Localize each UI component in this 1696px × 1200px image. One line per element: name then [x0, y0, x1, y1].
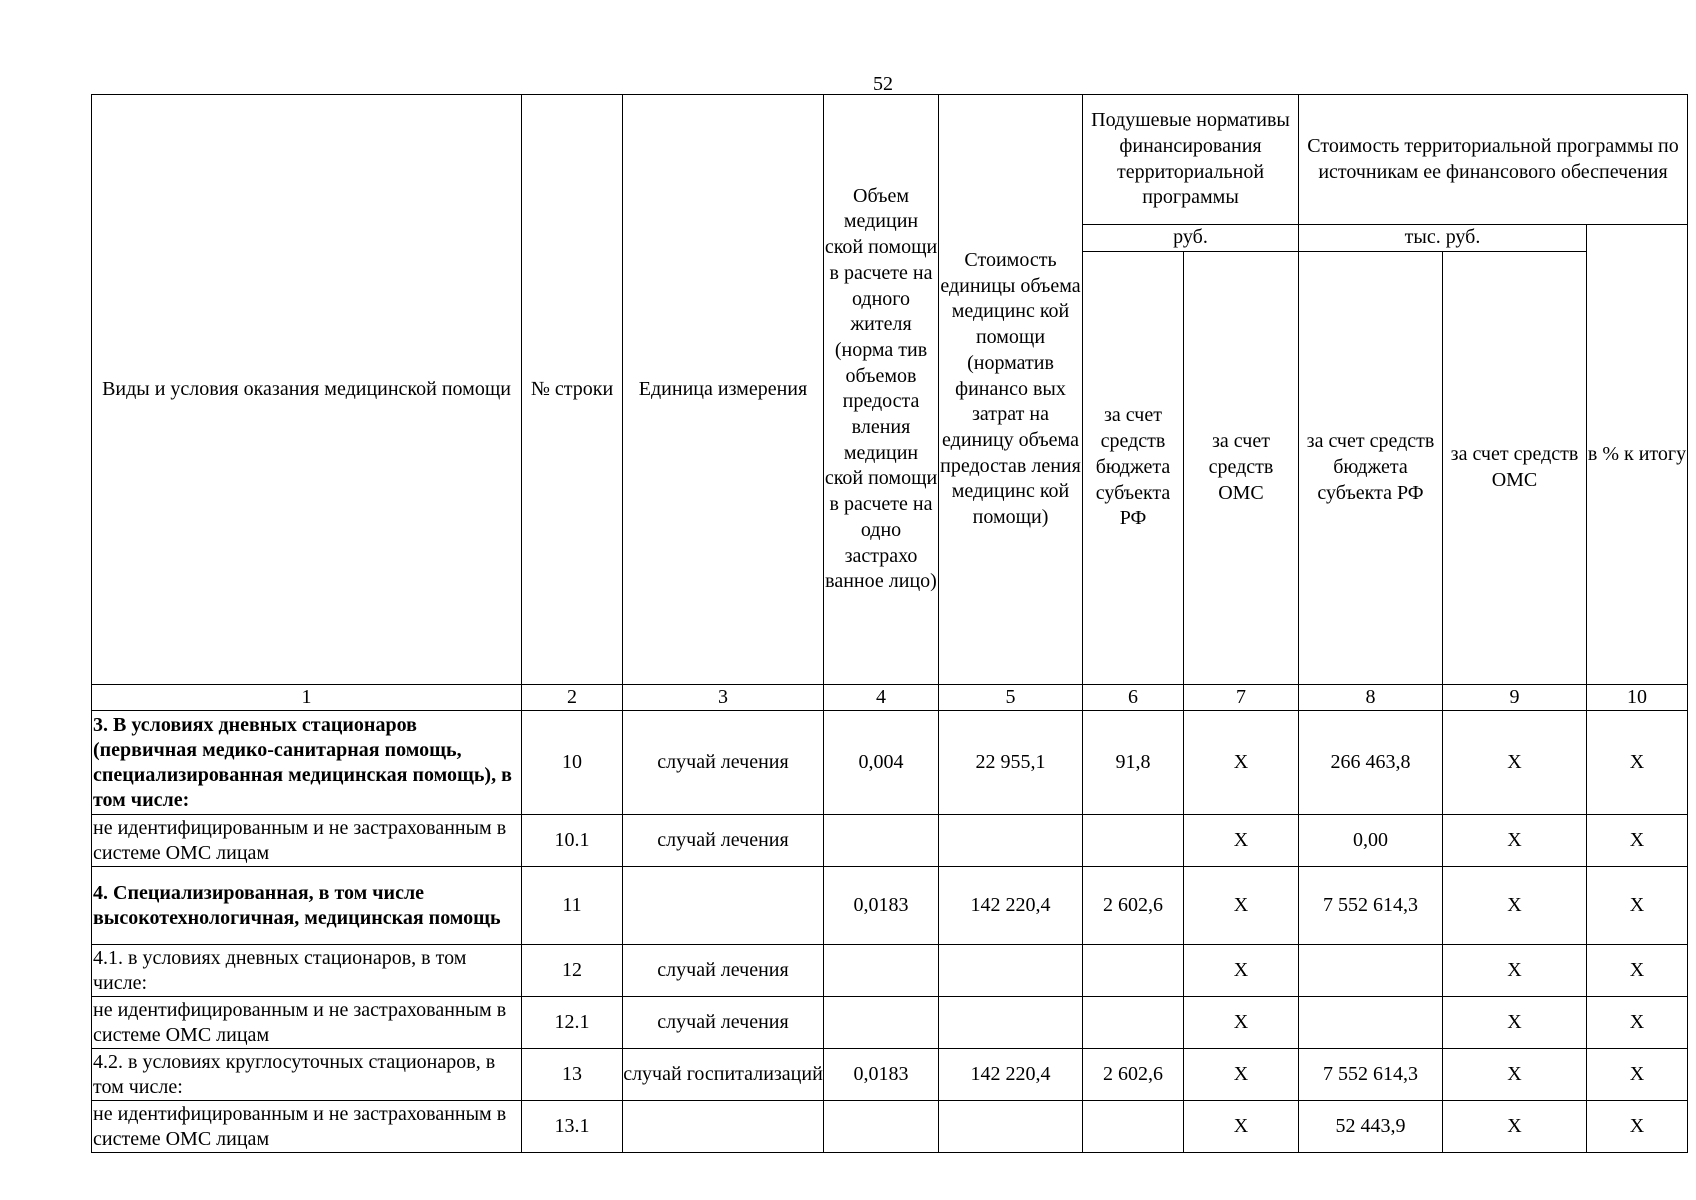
row-unit: случай лечения	[623, 711, 824, 815]
row-cost-budget: 7 552 614,3	[1299, 1049, 1443, 1101]
column-number: 4	[824, 684, 939, 711]
row-unit: случай лечения	[623, 997, 824, 1049]
row-unit: случай лечения	[623, 945, 824, 997]
row-label: 3. В условиях дневных стационаров (первичная медико-санитарная помощь, специализированная медицинская помощь), в том числе:	[92, 711, 522, 815]
column-number: 3	[623, 684, 824, 711]
row-cost-oms: Х	[1443, 867, 1587, 945]
row-unit	[623, 867, 824, 945]
row-percent: Х	[1587, 1101, 1688, 1153]
row-cost-oms: Х	[1443, 997, 1587, 1049]
table-row	[92, 711, 1688, 815]
row-volume: 0,004	[824, 711, 939, 815]
row-pc-budget: 2 602,6	[1083, 867, 1184, 945]
row-pc-oms: Х	[1184, 815, 1299, 867]
row-cost-budget: 7 552 614,3	[1299, 867, 1443, 945]
column-number: 5	[939, 684, 1083, 711]
table-row	[92, 945, 1688, 997]
column-number: 7	[1184, 684, 1299, 711]
row-unit-cost	[939, 1101, 1083, 1153]
header-cost-oms: за счет средств ОМС	[1443, 251, 1587, 684]
header-unit-thousand-rub: тыс. руб.	[1299, 225, 1587, 252]
row-pc-budget	[1083, 815, 1184, 867]
row-pc-oms: Х	[1184, 1049, 1299, 1101]
table-row	[92, 997, 1688, 1049]
row-cost-oms: Х	[1443, 1049, 1587, 1101]
row-pc-oms: Х	[1184, 1101, 1299, 1153]
row-number: 13	[522, 1049, 623, 1101]
row-number: 11	[522, 867, 623, 945]
row-percent: Х	[1587, 867, 1688, 945]
row-cost-oms: Х	[1443, 1101, 1587, 1153]
financing-table	[91, 94, 1688, 1153]
row-unit: случай лечения	[623, 815, 824, 867]
row-number: 10.1	[522, 815, 623, 867]
row-cost-budget: 52 443,9	[1299, 1101, 1443, 1153]
row-percent: Х	[1587, 711, 1688, 815]
row-number: 10	[522, 711, 623, 815]
row-label: 4.1. в условиях дневных стационаров, в том числе:	[92, 945, 522, 997]
column-number: 1	[92, 684, 522, 711]
row-percent: Х	[1587, 815, 1688, 867]
row-unit: случай госпитализаций	[623, 1049, 824, 1101]
column-number: 8	[1299, 684, 1443, 711]
row-cost-budget: 0,00	[1299, 815, 1443, 867]
row-label: 4. Специализированная, в том числе высокотехнологичная, медицинская помощь	[92, 867, 522, 945]
header-cost-budget: за счет средств бюджета субъекта РФ	[1299, 251, 1443, 684]
row-number: 12	[522, 945, 623, 997]
row-pc-budget: 2 602,6	[1083, 1049, 1184, 1101]
row-pc-budget: 91,8	[1083, 711, 1184, 815]
row-volume	[824, 1101, 939, 1153]
row-cost-budget	[1299, 945, 1443, 997]
row-cost-budget: 266 463,8	[1299, 711, 1443, 815]
header-unit: Единица измерения	[623, 95, 824, 685]
row-cost-oms: Х	[1443, 945, 1587, 997]
column-number: 9	[1443, 684, 1587, 711]
row-unit-cost	[939, 945, 1083, 997]
row-volume	[824, 815, 939, 867]
column-number: 2	[522, 684, 623, 711]
row-unit-cost	[939, 815, 1083, 867]
row-pc-oms: Х	[1184, 711, 1299, 815]
row-pc-budget	[1083, 997, 1184, 1049]
row-volume	[824, 997, 939, 1049]
row-volume: 0,0183	[824, 1049, 939, 1101]
row-unit-cost: 142 220,4	[939, 867, 1083, 945]
row-unit-cost: 142 220,4	[939, 1049, 1083, 1101]
table-row	[92, 1049, 1688, 1101]
row-label: не идентифицированным и не застрахованным в системе ОМС лицам	[92, 997, 522, 1049]
header-program-cost-group: Стоимость территориальной программы по источникам ее финансового обеспечения	[1299, 95, 1688, 225]
row-percent: Х	[1587, 1049, 1688, 1101]
header-pc-budget: за счет средств бюджета субъекта РФ	[1083, 251, 1184, 684]
row-pc-oms: Х	[1184, 997, 1299, 1049]
row-cost-oms: Х	[1443, 815, 1587, 867]
row-unit-cost: 22 955,1	[939, 711, 1083, 815]
row-cost-oms: Х	[1443, 711, 1587, 815]
row-pc-oms: Х	[1184, 945, 1299, 997]
row-number: 13.1	[522, 1101, 623, 1153]
header-pc-oms: за счет средств ОМС	[1184, 251, 1299, 684]
table-row	[92, 1101, 1688, 1153]
header-unit-rub: руб.	[1083, 225, 1299, 252]
table-row	[92, 867, 1688, 945]
row-label: не идентифицированным и не застрахованным в системе ОМС лицам	[92, 1101, 522, 1153]
column-number: 10	[1587, 684, 1688, 711]
row-percent: Х	[1587, 945, 1688, 997]
row-percent: Х	[1587, 997, 1688, 1049]
header-volume-per-capita: Объем медицин ской помощи в расчете на одного жителя (норма тив объемов предоста вления медицин ской помощи в расчете на одно застрахо ванное лицо)	[824, 95, 939, 685]
header-unit-cost: Стоимость единицы объема медицинс кой помощи (норматив финансо вых затрат на единицу объема предостав ления медицинс кой помощи)	[939, 95, 1083, 685]
row-volume	[824, 945, 939, 997]
row-number: 12.1	[522, 997, 623, 1049]
row-unit-cost	[939, 997, 1083, 1049]
row-pc-budget	[1083, 945, 1184, 997]
row-volume: 0,0183	[824, 867, 939, 945]
row-pc-budget	[1083, 1101, 1184, 1153]
page-number: 52	[873, 73, 893, 95]
header-per-capita-group: Подушевые нормативы финансирования территориальной программы	[1083, 95, 1299, 225]
row-unit	[623, 1101, 824, 1153]
header-type-conditions: Виды и условия оказания медицинской помощи	[92, 95, 522, 685]
row-cost-budget	[1299, 997, 1443, 1049]
row-pc-oms: Х	[1184, 867, 1299, 945]
header-percent-total: в % к итогу	[1587, 225, 1688, 685]
row-label: не идентифицированным и не застрахованным в системе ОМС лицам	[92, 815, 522, 867]
column-number: 6	[1083, 684, 1184, 711]
header-row-number: № строки	[522, 95, 623, 685]
table-row	[92, 815, 1688, 867]
row-label: 4.2. в условиях круглосуточных стационаров, в том числе:	[92, 1049, 522, 1101]
